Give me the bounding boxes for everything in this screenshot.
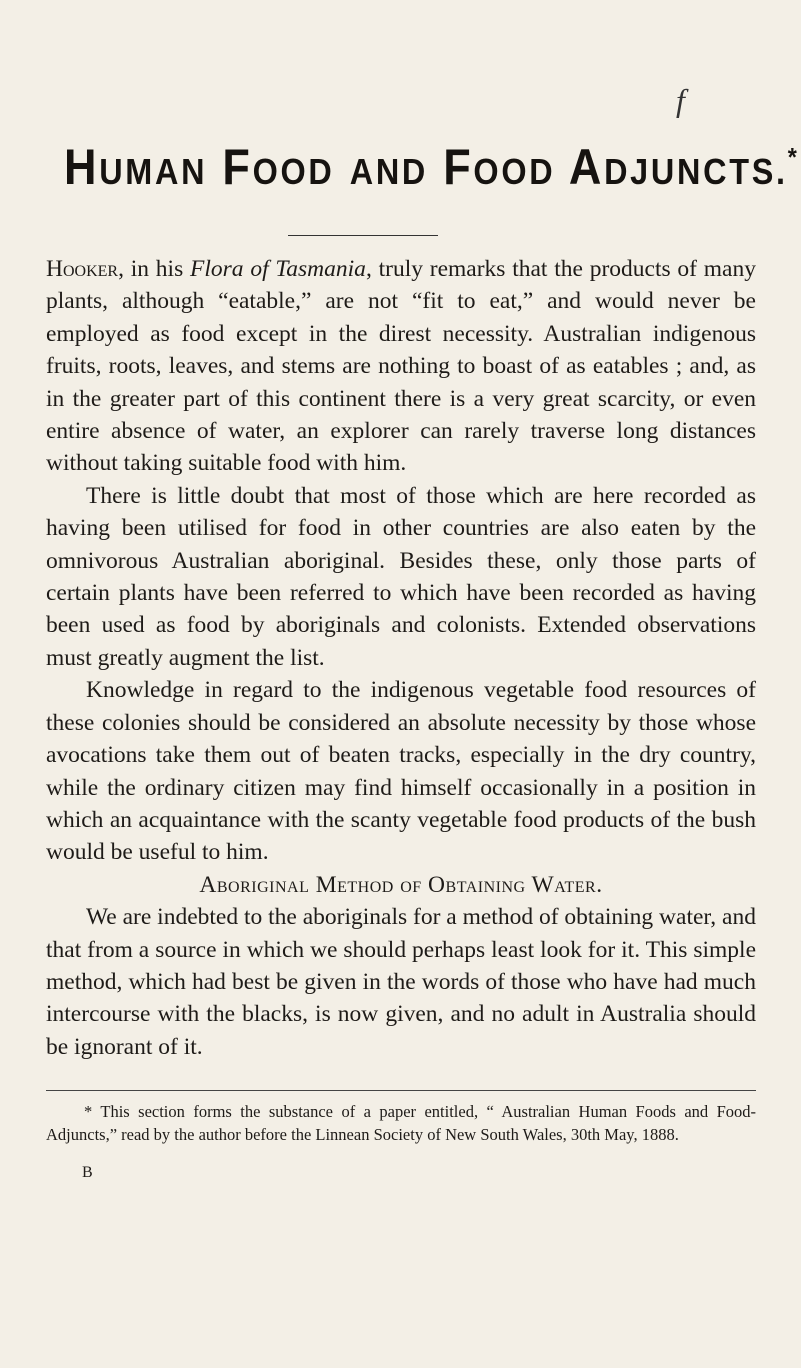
book-title: Flora of Tasmania — [190, 256, 366, 282]
footnote: * This section forms the substance of a paper entitled, “ Australian Human Foods and Food-Adjuncts,” read by the author before the Linnean Society of New South Wales, 30th May, 1888. — [46, 1102, 756, 1144]
footnote-marker: * — [787, 142, 797, 172]
corner-mark: f — [676, 82, 685, 118]
paragraph-3: Knowledge in regard to the indigenous vegetable food resources of these colonies should be considered an absolute necessity by those whose avocations take them out of beaten tracks, especially in the dry country, while the ordinary citizen may find himself occasionally in a position in which an acquaintance with the scanty vegetable food products of the bush would be useful to him. — [46, 677, 756, 866]
signature-mark: B — [82, 1164, 93, 1181]
body-text — [46, 253, 756, 1063]
paragraph-4: We are indebted to the aboriginals for a method of obtaining water, and that from a source in which we should perhaps least look for it. This simple method, which had best be given in the words of those who have had much intercourse with the blacks, is now given, and no adult in Australia should be ignorant of it. — [46, 904, 756, 1060]
title-divider — [288, 235, 438, 236]
footnote-divider — [46, 1090, 756, 1091]
page-title: HUMAN FOOD AND FOOD ADJUNCTS.* — [64, 139, 797, 195]
section-heading: Aboriginal Method of Obtaining Water. — [199, 871, 603, 898]
paragraph-2: There is little doubt that most of those which are here recorded as having been utilised for food in other countries are also eaten by the omnivorous Australian aboriginal. Besides these, only those parts of certain plants have been referred to which have been recorded as having been used as food by aboriginals and colonists. Extended observations must greatly augment the list. — [46, 482, 756, 671]
paragraph-1: Hooker, in his Flora of Tasmania, truly remarks that the products of many plants, although “eatable,” are not “fit to eat,” and would never be employed as food except in the direst necessity. Australian indigenous fruits, roots, leaves, and stems are nothing to boast of as eatables ; and, as in the greater part of this continent there is a very great scarcity, or even entire absence of water, an explorer can rarely traverse long distances without taking suitable food with him. — [46, 256, 756, 477]
